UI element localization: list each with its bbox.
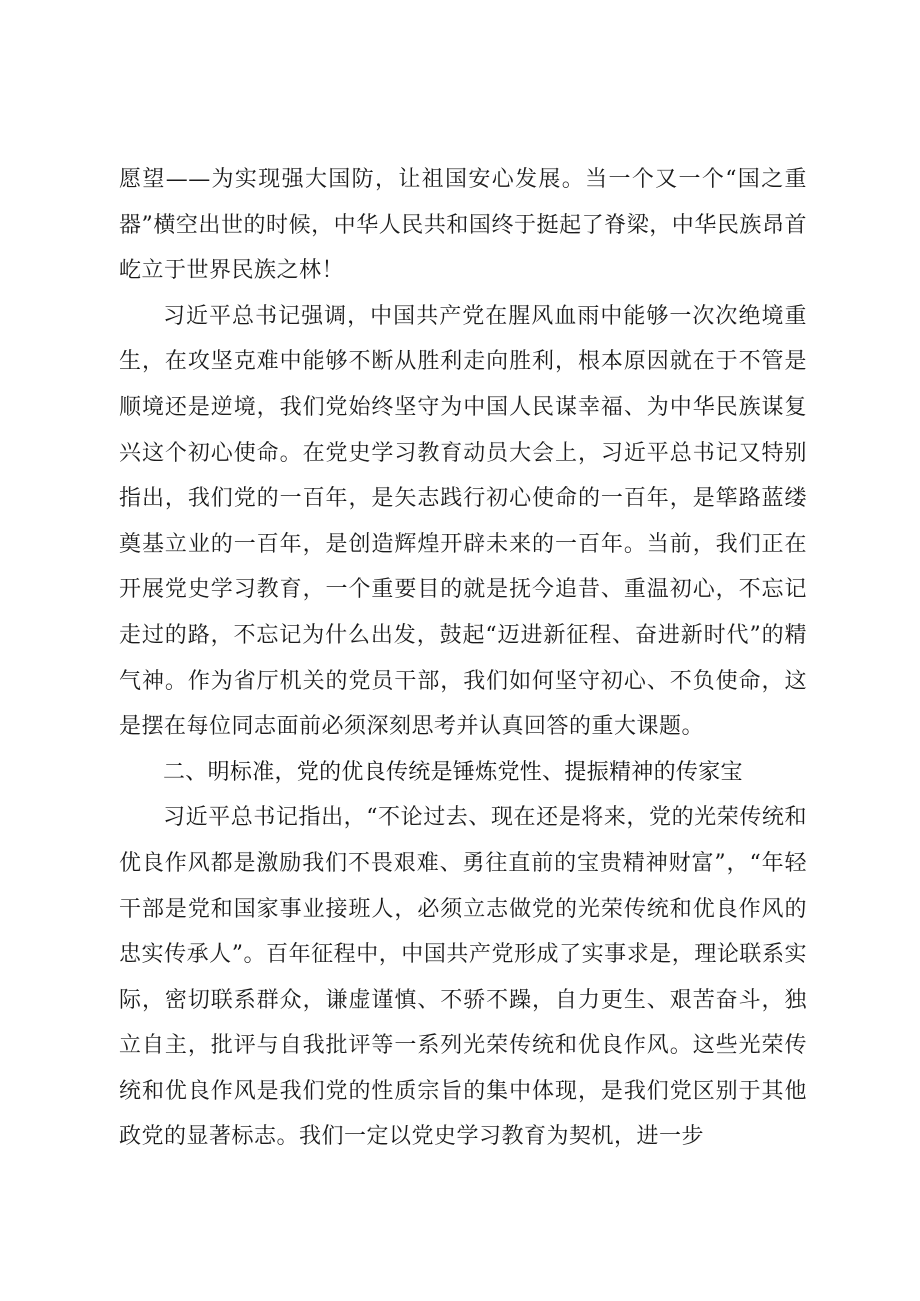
section-heading: 二、明标准，党的优良传统是锤炼党性、提振精神的传家宝 — [163, 759, 743, 785]
paragraph-fine-traditions: 习近平总书记指出，“不论过去、现在还是将来，党的光荣传统和优良作风都是激励我们不畏艰难、勇往直前的宝贵精神财富”，“年轻干部是党和国家事业接班人，必须立志做党的光荣传统和优良作风的忠实传承人”。百年征程中，中国共产党形成了实事求是，理论联系实际，密切联系群众，谦虚谨慎、不骄不躁，自力更生、艰苦奋斗，独立自主，批评与自我批评等一系列光荣传统和优良作风。这些光荣传统和优良作风是我们党的性质宗旨的集中体现，是我们党区别于其他政党的显著标志。我们一定以党史学习教育为契机，进一步 — [119, 805, 807, 1150]
document-body — [119, 157, 807, 1160]
paragraph-initial-mission: 习近平总书记强调，中国共产党在腥风血雨中能够一次次绝境重生，在攻坚克难中能够不断从胜利走向胜利，根本原因就在于不管是顺境还是逆境，我们党始终坚守为中国人民谋幸福、为中华民族谋复兴这个初心使命。在党史学习教育动员大会上，习近平总书记又特别指出，我们党的一百年，是矢志践行初心使命的一百年，是筚路蓝缕奠基立业的一百年，是创造辉煌开辟未来的一百年。当前，我们正在开展党史学习教育，一个重要目的就是抚今追昔、重温初心，不忘记走过的路，不忘记为什么出发，鼓起“迈进新征程、奋进新时代”的精气神。作为省厅机关的党员干部，我们如何坚守初心、不负使命，这是摆在每位同志面前必须深刻思考并认真回答的重大课题。 — [119, 303, 807, 740]
paragraph-continuation: 愿望——为实现强大国防，让祖国安心发展。当一个又一个“国之重器”横空出世的时候，中华人民共和国终于挺起了脊梁，中华民族昂首屹立于世界民族之林！ — [119, 167, 807, 284]
